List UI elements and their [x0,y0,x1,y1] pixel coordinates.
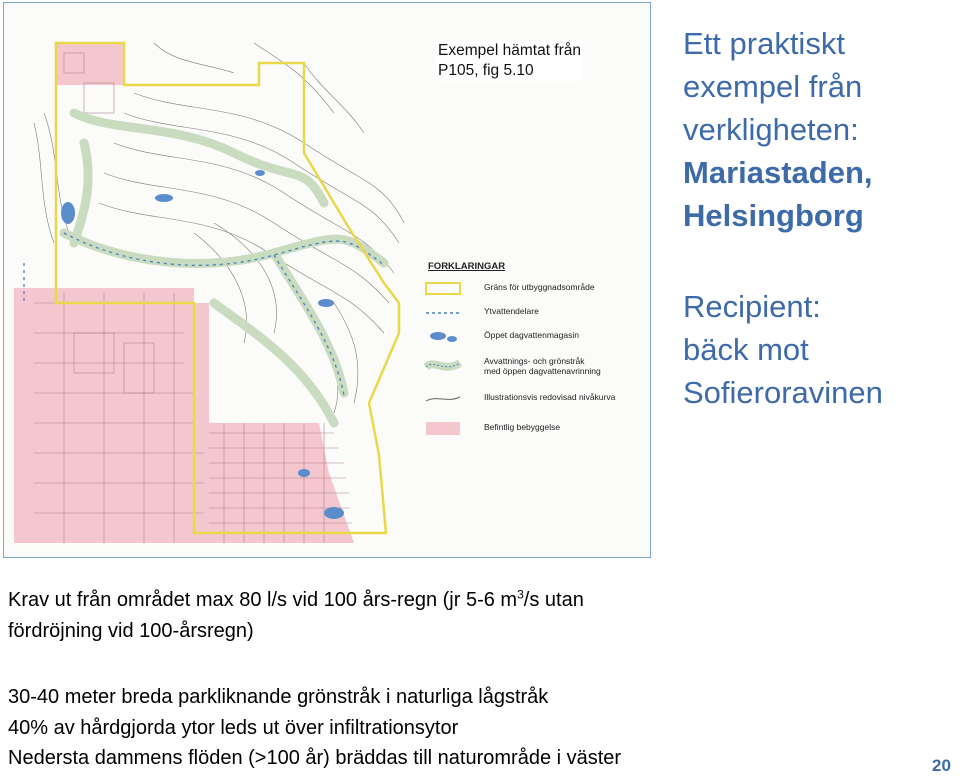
legend-item [424,419,634,439]
body-line-1: Krav ut från området max 80 l/s vid 100 års-regn (jr 5-6 $m^3/s$ utan [8,587,584,611]
legend-label: Befintlig bebyggelse [484,422,561,432]
legend-item [424,327,634,347]
site-plan-map [3,2,651,558]
legend-label: Avvattnings- och grönstråk med öppen dagvattenavrinning [484,356,601,376]
legend-item [424,303,634,323]
contour-line-icon [424,389,464,409]
green-swale-icon [424,353,464,381]
slide-title: Ett praktiskt exempel från verkligheten: Mariastaden, Helsingborg [683,26,873,233]
legend-title: FORKLARINGAR [428,261,506,272]
body-line-2: fördröjning vid 100-årsregn) [8,620,254,642]
legend-label: Gräns för utbyggnadsområde [484,282,595,292]
legend-label: Illustrationsvis redovisad nivåkurva [484,392,616,402]
body-line-5: Nedersta dammens flöden (>100 år) bräddas till naturområde i väster [8,747,622,769]
legend-label: Ytvattendelare [484,306,539,316]
blue-pond-icon [424,327,464,347]
map-source-caption: Exempel hämtat från P105, fig 5.10 [438,42,582,79]
body-line-3: 30-40 meter breda parkliknande grönstråk i naturliga lågstråk [8,686,549,708]
legend-label: Öppet dagvattenmagasin [484,330,579,340]
page-number: 20 [932,756,951,775]
body-line-4: 40% av hårdgjorda ytor leds ut över infiltrationsytor [8,717,459,739]
recipient-note: Recipient: bäck mot Sofieroravinen [683,289,883,410]
legend-item [424,279,634,299]
yellow-boundary-icon [424,279,464,299]
legend-item [424,353,634,381]
blue-dashed-line-icon [424,303,464,323]
map-legend [424,261,634,447]
built-area-north [56,43,124,85]
pink-area-icon [424,419,464,439]
legend-item [424,389,634,409]
built-area-south [14,288,354,543]
